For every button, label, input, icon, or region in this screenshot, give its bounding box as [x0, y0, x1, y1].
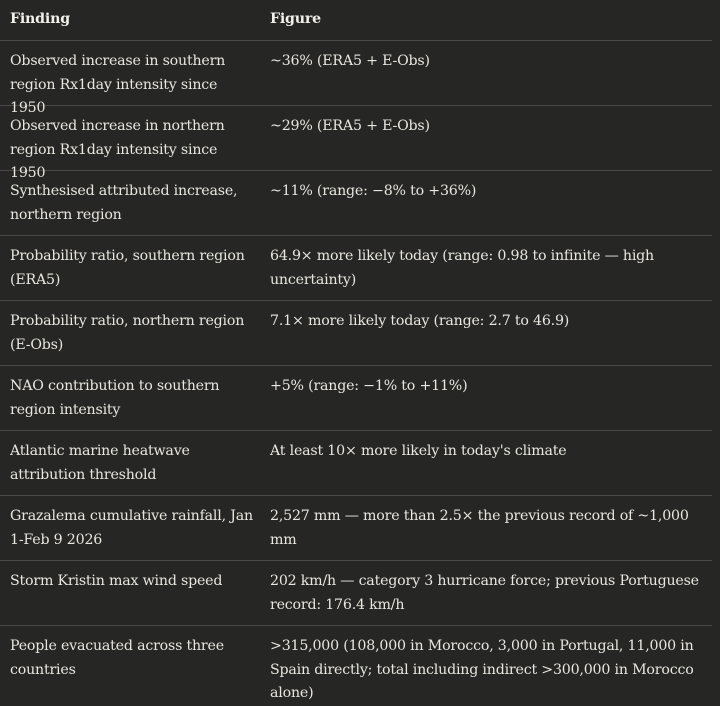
table-row: [0, 171, 712, 236]
table-row: [0, 431, 712, 496]
finding-cell: Synthesised attributed increase, northern region: [10, 183, 238, 223]
table-row: [0, 366, 712, 431]
table-row: [0, 106, 712, 181]
table-row: [0, 41, 712, 116]
finding-cell: Grazalema cumulative rainfall, Jan 1-Feb 9 2026: [10, 508, 253, 548]
finding-cell: Observed increase in southern region Rx1day intensity since 1950: [10, 53, 226, 116]
table-row: [0, 236, 712, 301]
finding-cell: Observed increase in northern region Rx1day intensity since 1950: [10, 118, 225, 181]
figure-cell: ~11% (range: −8% to +36%): [270, 183, 477, 199]
finding-cell: Storm Kristin max wind speed: [10, 573, 223, 589]
finding-cell: Probability ratio, southern region (ERA5): [10, 248, 245, 288]
finding-cell: Atlantic marine heatwave attribution threshold: [10, 443, 190, 483]
finding-cell: Probability ratio, northern region (E-Obs): [10, 313, 245, 353]
figure-cell: ~29% (ERA5 + E-Obs): [270, 118, 430, 134]
figure-cell: >315,000 (108,000 in Morocco, 3,000 in Portugal, 11,000 in Spain directly; total including indirect >300,000 in Morocco alone): [270, 638, 694, 701]
figure-cell: At least 10× more likely in today's climate: [270, 443, 567, 459]
table-row: [0, 496, 712, 561]
table-row: [0, 301, 712, 366]
table-row: [0, 561, 712, 626]
table-row: [0, 626, 712, 701]
figure-cell: 7.1× more likely today (range: 2.7 to 46.9): [270, 313, 570, 329]
figure-cell: ~36% (ERA5 + E-Obs): [270, 53, 430, 69]
table-header-row: [0, 0, 712, 41]
figure-cell: 202 km/h — category 3 hurricane force; previous Portuguese record: 176.4 km/h: [270, 573, 699, 613]
figure-cell: +5% (range: −1% to +11%): [270, 378, 468, 394]
finding-cell: People evacuated across three countries: [10, 638, 224, 678]
figure-cell: 2,527 mm — more than 2.5× the previous record of ~1,000 mm: [270, 508, 689, 548]
finding-cell: NAO contribution to southern region intensity: [10, 378, 220, 418]
header-figure: Figure: [270, 11, 321, 27]
header-finding: Finding: [10, 11, 70, 27]
figure-cell: 64.9× more likely today (range: 0.98 to infinite — high uncertainty): [270, 248, 654, 288]
